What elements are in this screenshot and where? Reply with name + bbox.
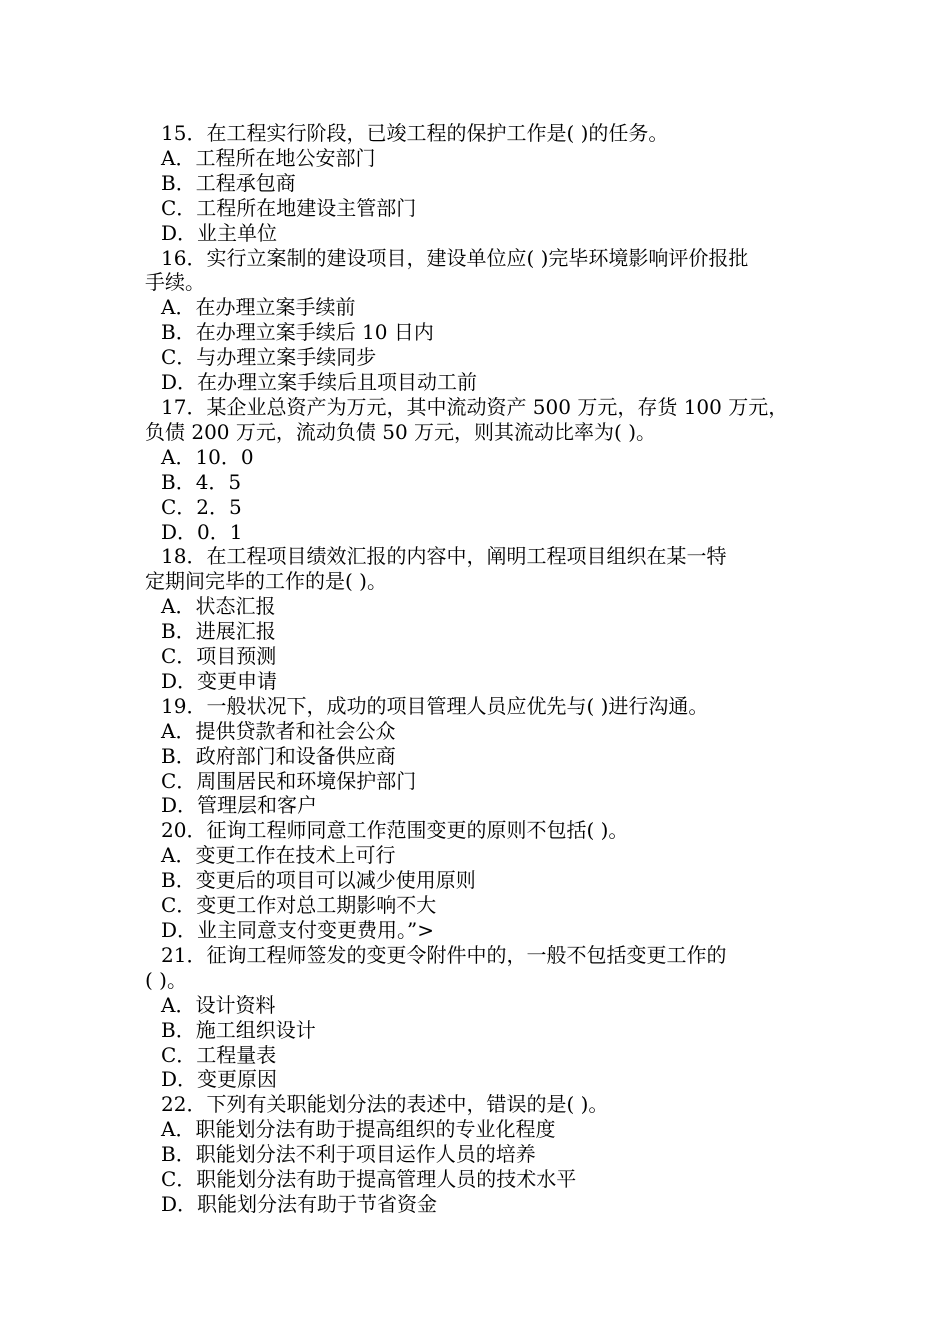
option-d: D．职能划分法有助于节省资金	[161, 1191, 438, 1216]
question-21	[145, 943, 815, 1092]
question-20	[145, 818, 815, 943]
option-d: D．管理层和客户	[161, 793, 318, 818]
option-c: C．工程量表	[161, 1042, 277, 1067]
option-c: C．周围居民和环境保护部门	[161, 768, 417, 793]
option-d: D．在办理立案手续后且项目动工前	[161, 370, 478, 395]
option-b: B．职能划分法不利于项目运作人员的培养	[161, 1142, 536, 1167]
question-text-continued: ( )。	[145, 967, 187, 992]
option-c: C．2．5	[161, 494, 242, 519]
question-16	[145, 246, 815, 395]
option-d: D．变更申请	[161, 668, 278, 693]
option-b: B．政府部门和设备供应商	[161, 743, 396, 768]
question-19	[145, 694, 815, 819]
option-d: D．业主单位	[161, 220, 278, 245]
option-a: A．设计资料	[161, 992, 276, 1017]
question-text: 18．在工程项目绩效汇报的内容中，阐明工程项目组织在某一特	[161, 544, 727, 569]
option-b: B．变更后的项目可以减少使用原则	[161, 868, 476, 893]
question-text: 21．征询工程师签发的变更令附件中的，一般不包括变更工作的	[161, 942, 727, 967]
option-a: A．在办理立案手续前	[161, 295, 356, 320]
question-18	[145, 544, 815, 693]
option-a: A．提供贷款者和社会公众	[161, 718, 396, 743]
option-c: C．项目预测	[161, 644, 277, 669]
option-b: B．进展汇报	[161, 619, 276, 644]
question-text-continued: 手续。	[145, 270, 205, 295]
option-a: A．工程所在地公安部门	[161, 145, 376, 170]
document-page	[145, 121, 815, 1217]
option-b: B．工程承包商	[161, 170, 296, 195]
option-a: A．职能划分法有助于提高组织的专业化程度	[161, 1117, 556, 1142]
option-a: A．10．0	[161, 444, 254, 469]
option-a: A．状态汇报	[161, 594, 276, 619]
option-b: B．在办理立案手续后 10 日内	[161, 320, 434, 345]
option-c: C．工程所在地建设主管部门	[161, 195, 417, 220]
option-c: C．职能划分法有助于提高管理人员的技术水平	[161, 1167, 577, 1192]
option-d: D．变更原因	[161, 1067, 278, 1092]
question-text: 22．下列有关职能划分法的表述中，错误的是( )。	[161, 1092, 609, 1117]
question-15	[145, 121, 815, 246]
question-text: 20．征询工程师同意工作范围变更的原则不包括( )。	[161, 818, 629, 843]
option-c: C．与办理立案手续同步	[161, 345, 377, 370]
option-d: D．0．1	[161, 519, 243, 544]
option-a: A．变更工作在技术上可行	[161, 843, 396, 868]
option-b: B．4．5	[161, 469, 242, 494]
option-b: B．施工组织设计	[161, 1017, 316, 1042]
question-17	[145, 395, 815, 544]
question-text-continued: 定期间完毕的工作的是( )。	[145, 569, 387, 594]
question-text: 16．实行立案制的建设项目，建设单位应( )完毕环境影响评价报批	[161, 245, 749, 270]
question-text: 15．在工程实行阶段，已竣工程的保护工作是( )的任务。	[161, 121, 669, 145]
question-text: 17．某企业总资产为万元，其中流动资产 500 万元，存货 100 万元，	[161, 394, 789, 419]
option-d: D．业主同意支付变更费用。”>	[161, 918, 435, 942]
option-c: C．变更工作对总工期影响不大	[161, 893, 437, 918]
question-text-continued: 负债 200 万元，流动负债 50 万元，则其流动比率为( )。	[145, 419, 657, 444]
question-text: 19．一般状况下，成功的项目管理人员应优先与( )进行沟通。	[161, 693, 709, 718]
question-22	[145, 1092, 815, 1217]
